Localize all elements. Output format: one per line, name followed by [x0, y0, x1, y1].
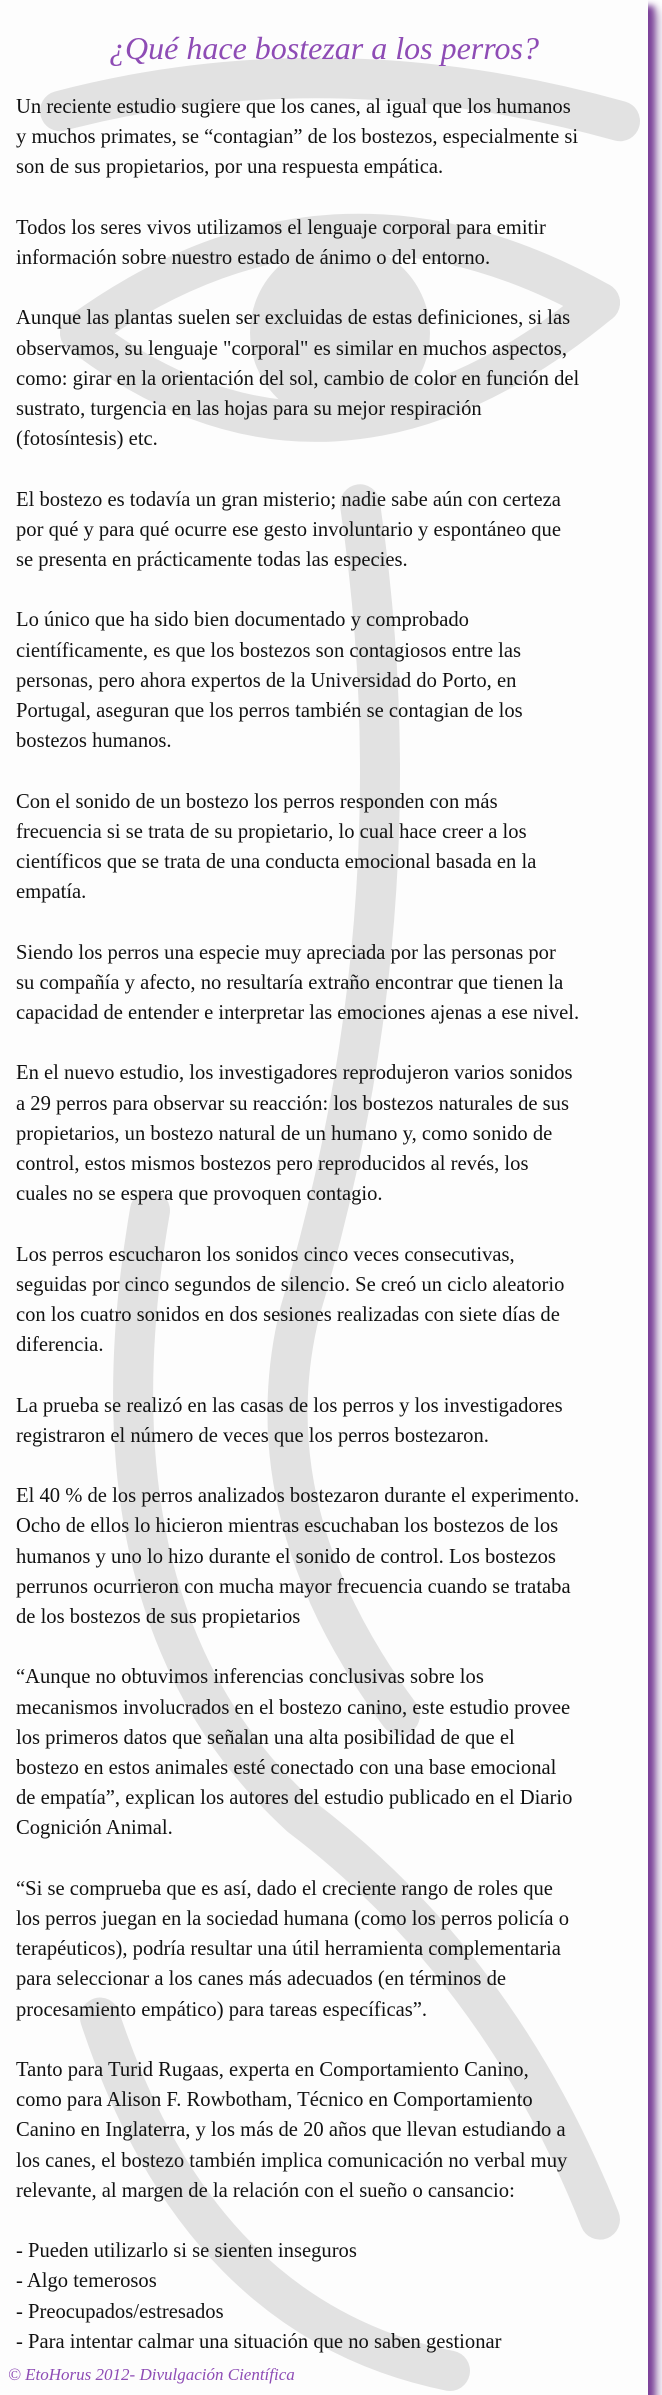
- list-item: - Algo temerosos: [16, 2270, 157, 2293]
- text-line: Los perros escucharon los sonidos cinco veces consecutivas,: [16, 1243, 515, 1266]
- text-line: El bostezo es todavía un gran misterio; nadie sabe aún con certeza: [16, 488, 561, 511]
- text-line: registraron el número de veces que los perros bostezaron.: [16, 1424, 489, 1447]
- paragraph: [16, 938, 646, 1029]
- text-line: Un reciente estudio sugiere que los canes, al igual que los humanos: [16, 96, 571, 118]
- text-line: su compañía y afecto, no resultaría extraño encontrar que tienen la: [16, 971, 564, 994]
- text-line: a 29 perros para observar su reacción: los bostezos naturales de sus: [16, 1092, 569, 1115]
- paragraph: [16, 1391, 646, 1451]
- text-line: los canes, el bostezo también implica comunicación no verbal muy: [16, 2149, 568, 2172]
- text-line: Ocho de ellos lo hicieron mientras escuchaban los bostezos de los: [16, 1515, 559, 1538]
- text-line: Todos los seres vivos utilizamos el lenguaje corporal para emitir: [16, 216, 546, 239]
- paragraph: [16, 1058, 646, 1209]
- text-line: terapéuticos), podría resultar una útil herramienta complementaria: [16, 1938, 561, 1961]
- text-line: como para Alison F. Rowbotham, Técnico en Comportamiento: [16, 2089, 533, 2112]
- text-line: procesamiento empático) para tareas específicas”.: [16, 1998, 428, 2021]
- bullet-list: [16, 2236, 646, 2357]
- text-line: control, estos mismos bostezos pero reproducidos al revés, los: [16, 1153, 529, 1175]
- paragraph: [16, 1481, 646, 1632]
- text-line: “Aunque no obtuvimos inferencias conclusivas sobre los: [16, 1666, 484, 1689]
- text-line: La prueba se realizó en las casas de los perros y los investigadores: [16, 1394, 563, 1417]
- text-line: los perros juegan en la sociedad humana (como los perros policía o: [16, 1908, 570, 1930]
- text-line: por qué y para qué ocurre ese gesto involuntario y espontáneo que: [16, 518, 561, 541]
- text-line: como: girar en la orientación del sol, cambio de color en función del: [16, 367, 580, 390]
- paragraph: [16, 1240, 646, 1361]
- text-line: de empatía”, explican los autores del estudio publicado en el Diario: [16, 1787, 573, 1810]
- text-line: empatía.: [16, 881, 87, 904]
- text-line: capacidad de entender e interpretar las emociones ajenas a ese nivel.: [16, 1002, 580, 1024]
- text-line: cuales no se espera que provoquen contagio.: [16, 1183, 383, 1206]
- paragraph: [16, 605, 646, 756]
- text-line: mecanismos involucrados en el bostezo canino, este estudio provee: [16, 1696, 571, 1719]
- text-line: se presenta en prácticamente todas las especies.: [16, 549, 408, 571]
- list-item: - Preocupados/estresados: [16, 2300, 224, 2323]
- text-line: para seleccionar a los canes más adecuados (en términos de: [16, 1968, 507, 1991]
- text-line: con los cuatro sonidos en dos sesiones realizadas con siete días de: [16, 1304, 560, 1326]
- list-item: - Para intentar calmar una situación que no saben gestionar: [16, 2330, 502, 2353]
- text-line: sustrato, turgencia en las hojas para su mejor respiración: [16, 398, 482, 420]
- text-line: observamos, su lenguaje "corporal" es similar en muchos aspectos,: [16, 337, 567, 360]
- article-body: [16, 92, 646, 2363]
- page-title: ¿Qué hace bostezar a los perros?: [109, 30, 539, 66]
- text-line: El 40 % de los perros analizados bostezaron durante el experimento.: [16, 1485, 580, 1508]
- copyright-footer: © EtoHorus 2012- Divulgación Científica: [8, 2365, 295, 2385]
- text-line: Aunque las plantas suelen ser excluidas de estas definiciones, si las: [16, 307, 571, 330]
- text-line: Cognición Animal.: [16, 1817, 173, 1840]
- paragraph: [16, 303, 646, 454]
- text-line: científicos que se trata de una conducta emocional basada en la: [16, 851, 537, 873]
- text-line: diferencia.: [16, 1334, 104, 1357]
- text-line: relevante, al margen de la relación con el sueño o cansancio:: [16, 2179, 515, 2202]
- paragraph: [16, 485, 646, 576]
- list-item: - Pueden utilizarlo si se sienten inseguros: [16, 2240, 357, 2263]
- text-line: de los bostezos de sus propietarios: [16, 1606, 301, 1628]
- text-line: (fotosíntesis) etc.: [16, 428, 158, 451]
- paragraph: [16, 1874, 646, 2025]
- text-line: científicamente, es que los bostezos son contagiosos entre las: [16, 639, 521, 662]
- text-line: Con el sonido de un bostezo los perros responden con más: [16, 790, 498, 813]
- text-line: En el nuevo estudio, los investigadores reprodujeron varios sonidos: [16, 1062, 573, 1085]
- paragraph: [16, 787, 646, 908]
- text-line: personas, pero ahora expertos de la Universidad do Porto, en: [16, 669, 517, 692]
- text-line: Tanto para Turid Rugaas, experta en Comportamiento Canino,: [16, 2059, 529, 2081]
- paragraph: [16, 2055, 646, 2206]
- text-line: y muchos primates, se “contagian” de los bostezos, especialmente si: [16, 126, 579, 149]
- text-line: seguidas por cinco segundos de silencio. Se creó un ciclo aleatorio: [16, 1273, 565, 1296]
- text-line: Siendo los perros una especie muy apreciada por las personas por: [16, 941, 556, 964]
- text-line: son de sus propietarios, por una respuesta empática.: [16, 156, 444, 179]
- text-line: los primeros datos que señalan una alta posibilidad de que el: [16, 1726, 515, 1749]
- paragraph: [16, 92, 646, 183]
- text-line: propietarios, un bostezo natural de un humano y, como sonido de: [16, 1122, 553, 1145]
- paragraph: [16, 1662, 646, 1843]
- text-line: bostezos humanos.: [16, 730, 172, 753]
- text-line: frecuencia si se trata de su propietario, lo cual hace creer a los: [16, 820, 527, 843]
- text-line: Canino en Inglaterra, y los más de 20 años que llevan estudiando a: [16, 2119, 566, 2142]
- text-line: Lo único que ha sido bien documentado y comprobado: [16, 609, 469, 632]
- text-line: humanos y uno lo hizo durante el sonido de control. Los bostezos: [16, 1545, 556, 1568]
- text-line: perrunos ocurrieron con mucha mayor frecuencia cuando se trataba: [16, 1575, 571, 1598]
- text-line: información sobre nuestro estado de ánimo o del entorno.: [16, 247, 491, 269]
- text-line: bostezo en estos animales esté conectado con una base emocional: [16, 1757, 557, 1779]
- text-line: Portugal, aseguran que los perros también se contagian de los: [16, 700, 523, 722]
- text-line: “Si se comprueba que es así, dado el creciente rango de roles que: [16, 1877, 553, 1900]
- paragraph: [16, 213, 646, 273]
